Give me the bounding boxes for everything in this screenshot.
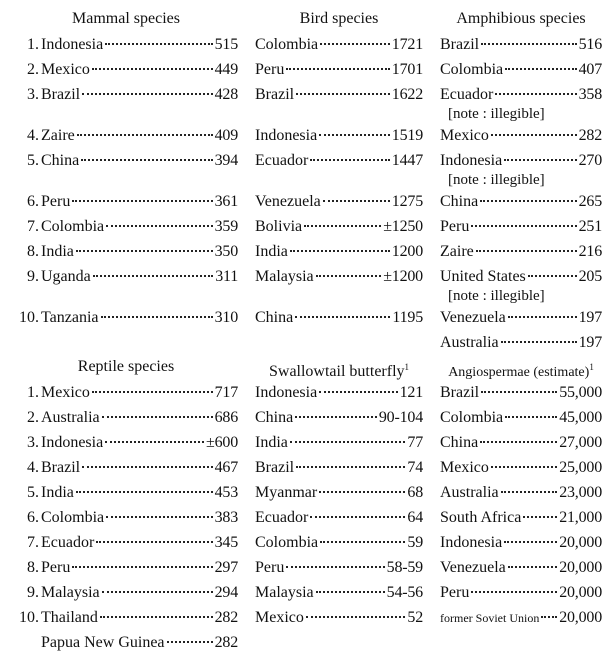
table-row	[255, 555, 423, 580]
value: 1195	[392, 309, 423, 326]
value: 467	[214, 459, 238, 476]
rank: 8.	[27, 559, 39, 576]
country: United States	[440, 268, 526, 285]
dot-leader	[295, 315, 390, 318]
dot-leader	[501, 340, 577, 343]
table-row	[14, 82, 238, 123]
table-row	[14, 189, 238, 214]
value: 265	[578, 193, 602, 210]
country: Australia	[440, 334, 499, 351]
value: 453	[214, 484, 238, 501]
country: Zaire	[41, 127, 75, 144]
table-row	[255, 580, 423, 605]
rank: 8.	[27, 243, 39, 260]
dot-leader	[76, 490, 213, 493]
table-row	[255, 123, 423, 148]
dot-leader	[92, 390, 213, 393]
table-row	[255, 530, 423, 555]
country: Indonesia	[255, 127, 318, 144]
dot-leader	[105, 42, 212, 45]
table-row	[14, 239, 238, 264]
value: 216	[578, 243, 602, 260]
table-row	[440, 123, 602, 148]
value: 345	[214, 534, 238, 551]
table-row	[440, 480, 602, 505]
rank: 6.	[27, 193, 39, 210]
dot-leader	[106, 224, 212, 227]
country: Mexico	[41, 384, 90, 401]
value: 383	[214, 509, 238, 526]
mammal-heading: Mammal species	[72, 10, 180, 27]
reptile-column	[14, 354, 238, 655]
dot-leader	[106, 515, 212, 518]
value: 394	[214, 152, 238, 169]
country: India	[41, 484, 74, 501]
country: Brazil	[440, 384, 480, 401]
dot-leader	[471, 224, 576, 227]
table-row	[14, 123, 238, 148]
dot-leader	[504, 158, 576, 161]
country: Mexico	[41, 61, 90, 78]
dot-leader	[523, 515, 557, 518]
dot-leader	[82, 92, 213, 95]
value: ±1200	[383, 268, 423, 285]
value: 20,000	[559, 584, 602, 601]
table-row	[255, 505, 423, 530]
dot-leader	[105, 440, 204, 443]
dot-leader	[310, 515, 405, 518]
country: India	[255, 243, 288, 260]
table-row	[440, 455, 602, 480]
table-row	[440, 148, 602, 189]
value: 25,000	[559, 459, 602, 476]
dot-leader	[320, 540, 405, 543]
table-row	[255, 455, 423, 480]
value: 52	[407, 609, 423, 626]
dot-leader	[96, 540, 212, 543]
rank: 7.	[27, 218, 39, 235]
dot-leader	[319, 133, 390, 136]
country: Papua New Guinea	[41, 634, 165, 651]
table-row	[440, 264, 602, 305]
value: 121	[399, 384, 423, 401]
dot-leader	[508, 315, 577, 318]
table-row	[440, 305, 602, 330]
table-row	[14, 264, 238, 305]
country: India	[41, 243, 74, 260]
value: 270	[578, 152, 602, 169]
bird-column	[255, 6, 423, 330]
country: Peru	[440, 218, 470, 235]
country: India	[255, 434, 288, 451]
table-row	[14, 455, 238, 480]
country: Venezuela	[440, 309, 506, 326]
value: 64	[407, 509, 423, 526]
rank: 4.	[27, 127, 39, 144]
country: Tanzania	[41, 309, 99, 326]
country: Mexico	[255, 609, 304, 626]
value: 1622	[391, 86, 423, 103]
value: 282	[578, 127, 602, 144]
rank: 10.	[19, 609, 39, 626]
country: Malaysia	[255, 268, 314, 285]
table-row	[255, 57, 423, 82]
value: ±600	[206, 434, 238, 451]
table-row	[255, 480, 423, 505]
dot-leader	[323, 199, 390, 202]
footnote-marker: 1	[404, 362, 410, 372]
table-row-extra	[14, 630, 238, 655]
table-row	[255, 239, 423, 264]
country: Malaysia	[41, 584, 100, 601]
dot-leader	[101, 315, 213, 318]
country: Brazil	[41, 459, 81, 476]
table-row	[440, 605, 602, 630]
country: Thailand	[41, 609, 98, 626]
dot-leader	[491, 465, 557, 468]
value: 68	[407, 484, 423, 501]
country: Peru	[255, 61, 285, 78]
table-row	[255, 82, 423, 123]
value: 516	[578, 36, 602, 53]
dot-leader	[528, 274, 577, 277]
country: Australia	[41, 409, 100, 426]
country: Colombia	[440, 409, 504, 426]
table-row	[440, 214, 602, 239]
dot-leader	[92, 67, 213, 70]
table-row	[440, 405, 602, 430]
value: 23,000	[559, 484, 602, 501]
dot-leader	[481, 42, 577, 45]
illegible-note: [note : illegible]	[448, 288, 545, 304]
table-row	[440, 32, 602, 57]
table-row	[440, 580, 602, 605]
dot-leader	[296, 92, 390, 95]
bird-heading: Bird species	[299, 10, 379, 27]
value: 311	[215, 268, 238, 285]
value: 27,000	[559, 434, 602, 451]
country: Colombia	[255, 36, 319, 53]
country: Peru	[41, 559, 71, 576]
dot-leader	[82, 465, 213, 468]
dot-leader	[316, 590, 385, 593]
dot-leader	[316, 274, 382, 277]
value: 294	[214, 584, 238, 601]
rank: 3.	[27, 434, 39, 451]
table-row	[14, 530, 238, 555]
value: ±1250	[383, 218, 423, 235]
dot-leader	[81, 158, 212, 161]
value: 282	[214, 609, 238, 626]
table-row	[255, 32, 423, 57]
value: 1200	[391, 243, 423, 260]
table-row	[14, 305, 238, 330]
rank: 5.	[27, 484, 39, 501]
value: 310	[214, 309, 238, 326]
country: Brazil	[440, 36, 480, 53]
table-row	[440, 239, 602, 264]
value: 21,000	[559, 509, 602, 526]
value: 74	[407, 459, 423, 476]
value: 90-104	[378, 409, 423, 426]
table-row	[14, 505, 238, 530]
value: 717	[214, 384, 238, 401]
country: Uganda	[41, 268, 91, 285]
table-row	[255, 148, 423, 189]
table-row	[440, 555, 602, 580]
amphibious-heading: Amphibious species	[456, 10, 586, 27]
dot-leader	[295, 415, 377, 418]
dot-leader	[480, 440, 557, 443]
dot-leader	[508, 565, 557, 568]
country: China	[440, 434, 479, 451]
table-row	[440, 330, 602, 355]
dot-leader	[290, 440, 406, 443]
angiospermae-heading-text: Angiospermae (estimate)	[448, 365, 590, 380]
value: 515	[214, 36, 238, 53]
country: Indonesia	[440, 152, 503, 169]
rank: 3.	[27, 86, 39, 103]
table-row	[14, 148, 238, 189]
dot-leader	[77, 133, 213, 136]
butterfly-heading	[255, 354, 423, 380]
country: Indonesia	[440, 534, 503, 551]
dot-leader	[286, 565, 384, 568]
dot-leader	[319, 390, 397, 393]
value: 55,000	[559, 384, 602, 401]
dot-leader	[100, 615, 213, 618]
table-row	[440, 57, 602, 82]
country: Indonesia	[41, 434, 104, 451]
dot-leader	[72, 565, 212, 568]
dot-leader	[310, 158, 389, 161]
value: 409	[214, 127, 238, 144]
footnote-marker: 1	[589, 362, 594, 372]
dot-leader	[505, 415, 557, 418]
dot-leader	[471, 590, 557, 593]
rank: 4.	[27, 459, 39, 476]
value: 58-59	[386, 559, 423, 576]
value: 1275	[391, 193, 423, 210]
dot-leader	[304, 224, 381, 227]
dot-leader	[491, 133, 577, 136]
table-row	[255, 605, 423, 630]
country: China	[440, 193, 479, 210]
butterfly-column	[255, 354, 423, 630]
dot-leader	[495, 92, 576, 95]
country: Colombia	[41, 509, 105, 526]
country: China	[255, 309, 294, 326]
dot-leader	[167, 640, 213, 643]
table-row	[14, 605, 238, 630]
country: Myanmar	[255, 484, 318, 501]
country: Colombia	[255, 534, 319, 551]
table-row	[440, 82, 602, 123]
country: Ecuador	[255, 509, 309, 526]
table-row	[14, 57, 238, 82]
table-row	[255, 264, 423, 305]
dot-leader	[541, 615, 557, 618]
value: 449	[214, 61, 238, 78]
value: 282	[214, 634, 238, 651]
value: 361	[214, 193, 238, 210]
rank: 6.	[27, 509, 39, 526]
butterfly-heading-text: Swallowtail butterfly	[268, 363, 405, 380]
country: Australia	[440, 484, 499, 501]
table-row	[14, 430, 238, 455]
table-row	[255, 305, 423, 330]
dot-leader	[319, 490, 405, 493]
value: 59	[407, 534, 423, 551]
dot-leader	[76, 249, 213, 252]
value: 20,000	[559, 559, 602, 576]
country: Zaire	[440, 243, 474, 260]
value: 297	[214, 559, 238, 576]
country: Peru	[41, 193, 71, 210]
country: former Soviet Union	[440, 611, 540, 625]
table-row	[14, 380, 238, 405]
country: China	[41, 152, 80, 169]
rank: 10.	[19, 309, 39, 326]
country: Indonesia	[255, 384, 318, 401]
value: 407	[578, 61, 602, 78]
table-row	[255, 214, 423, 239]
table-row	[255, 430, 423, 455]
rank: 1.	[27, 384, 39, 401]
country: Ecuador	[41, 534, 95, 551]
dot-leader	[296, 465, 405, 468]
country: Colombia	[440, 61, 504, 78]
rank: 2.	[27, 409, 39, 426]
value: 77	[407, 434, 423, 451]
country: Ecuador	[255, 152, 309, 169]
table-row	[255, 189, 423, 214]
rank: 9.	[27, 268, 39, 285]
value: 20,000	[559, 609, 602, 626]
country: Brazil	[255, 86, 295, 103]
dot-leader	[290, 249, 390, 252]
dot-leader	[320, 42, 390, 45]
table-row	[440, 189, 602, 214]
country: Brazil	[41, 86, 81, 103]
illegible-note: [note : illegible]	[448, 172, 545, 188]
dot-leader	[481, 390, 557, 393]
table-row	[14, 214, 238, 239]
table-row	[14, 405, 238, 430]
country: Malaysia	[255, 584, 314, 601]
value: 1447	[391, 152, 423, 169]
rank: 7.	[27, 534, 39, 551]
table-row	[440, 505, 602, 530]
value: 54-56	[386, 584, 423, 601]
dot-leader	[476, 249, 577, 252]
value: 686	[214, 409, 238, 426]
country: South Africa	[440, 509, 522, 526]
value: 1701	[391, 61, 423, 78]
country: Ecuador	[440, 86, 494, 103]
country: Indonesia	[41, 36, 104, 53]
table-row	[440, 380, 602, 405]
country: Venezuela	[440, 559, 506, 576]
table-row	[14, 580, 238, 605]
dot-leader	[505, 67, 576, 70]
reptile-heading: Reptile species	[77, 358, 175, 375]
table-row	[255, 405, 423, 430]
dot-leader	[102, 415, 213, 418]
value: 358	[578, 86, 602, 103]
table-row	[14, 555, 238, 580]
table-row	[255, 380, 423, 405]
dot-leader	[504, 540, 557, 543]
value: 251	[578, 218, 602, 235]
angiospermae-column	[440, 354, 602, 630]
country: Peru	[440, 584, 470, 601]
value: 205	[578, 268, 602, 285]
table-row	[440, 430, 602, 455]
rank: 2.	[27, 61, 39, 78]
dot-leader	[306, 615, 406, 618]
value: 197	[578, 334, 602, 351]
value: 1721	[391, 36, 423, 53]
value: 197	[578, 309, 602, 326]
illegible-note: [note : illegible]	[448, 106, 545, 122]
table-row	[440, 530, 602, 555]
country: Mexico	[440, 127, 489, 144]
amphibious-column	[440, 6, 602, 355]
country: Peru	[255, 559, 285, 576]
country: Bolivia	[255, 218, 303, 235]
mammal-column	[14, 6, 238, 330]
angiospermae-heading	[440, 354, 602, 380]
dot-leader	[286, 67, 389, 70]
value: 428	[214, 86, 238, 103]
value: 350	[214, 243, 238, 260]
value: 1519	[391, 127, 423, 144]
dot-leader	[93, 274, 213, 277]
dot-leader	[501, 490, 558, 493]
country: Venezuela	[255, 193, 321, 210]
table-row	[14, 480, 238, 505]
rank: 1.	[27, 36, 39, 53]
country: Brazil	[255, 459, 295, 476]
dot-leader	[72, 199, 212, 202]
dot-leader	[480, 199, 576, 202]
value: 45,000	[559, 409, 602, 426]
rank: 9.	[27, 584, 39, 601]
country: China	[255, 409, 294, 426]
rank: 5.	[27, 152, 39, 169]
table-row	[14, 32, 238, 57]
country: Mexico	[440, 459, 489, 476]
dot-leader	[102, 590, 213, 593]
value: 359	[214, 218, 238, 235]
value: 20,000	[559, 534, 602, 551]
country: Colombia	[41, 218, 105, 235]
